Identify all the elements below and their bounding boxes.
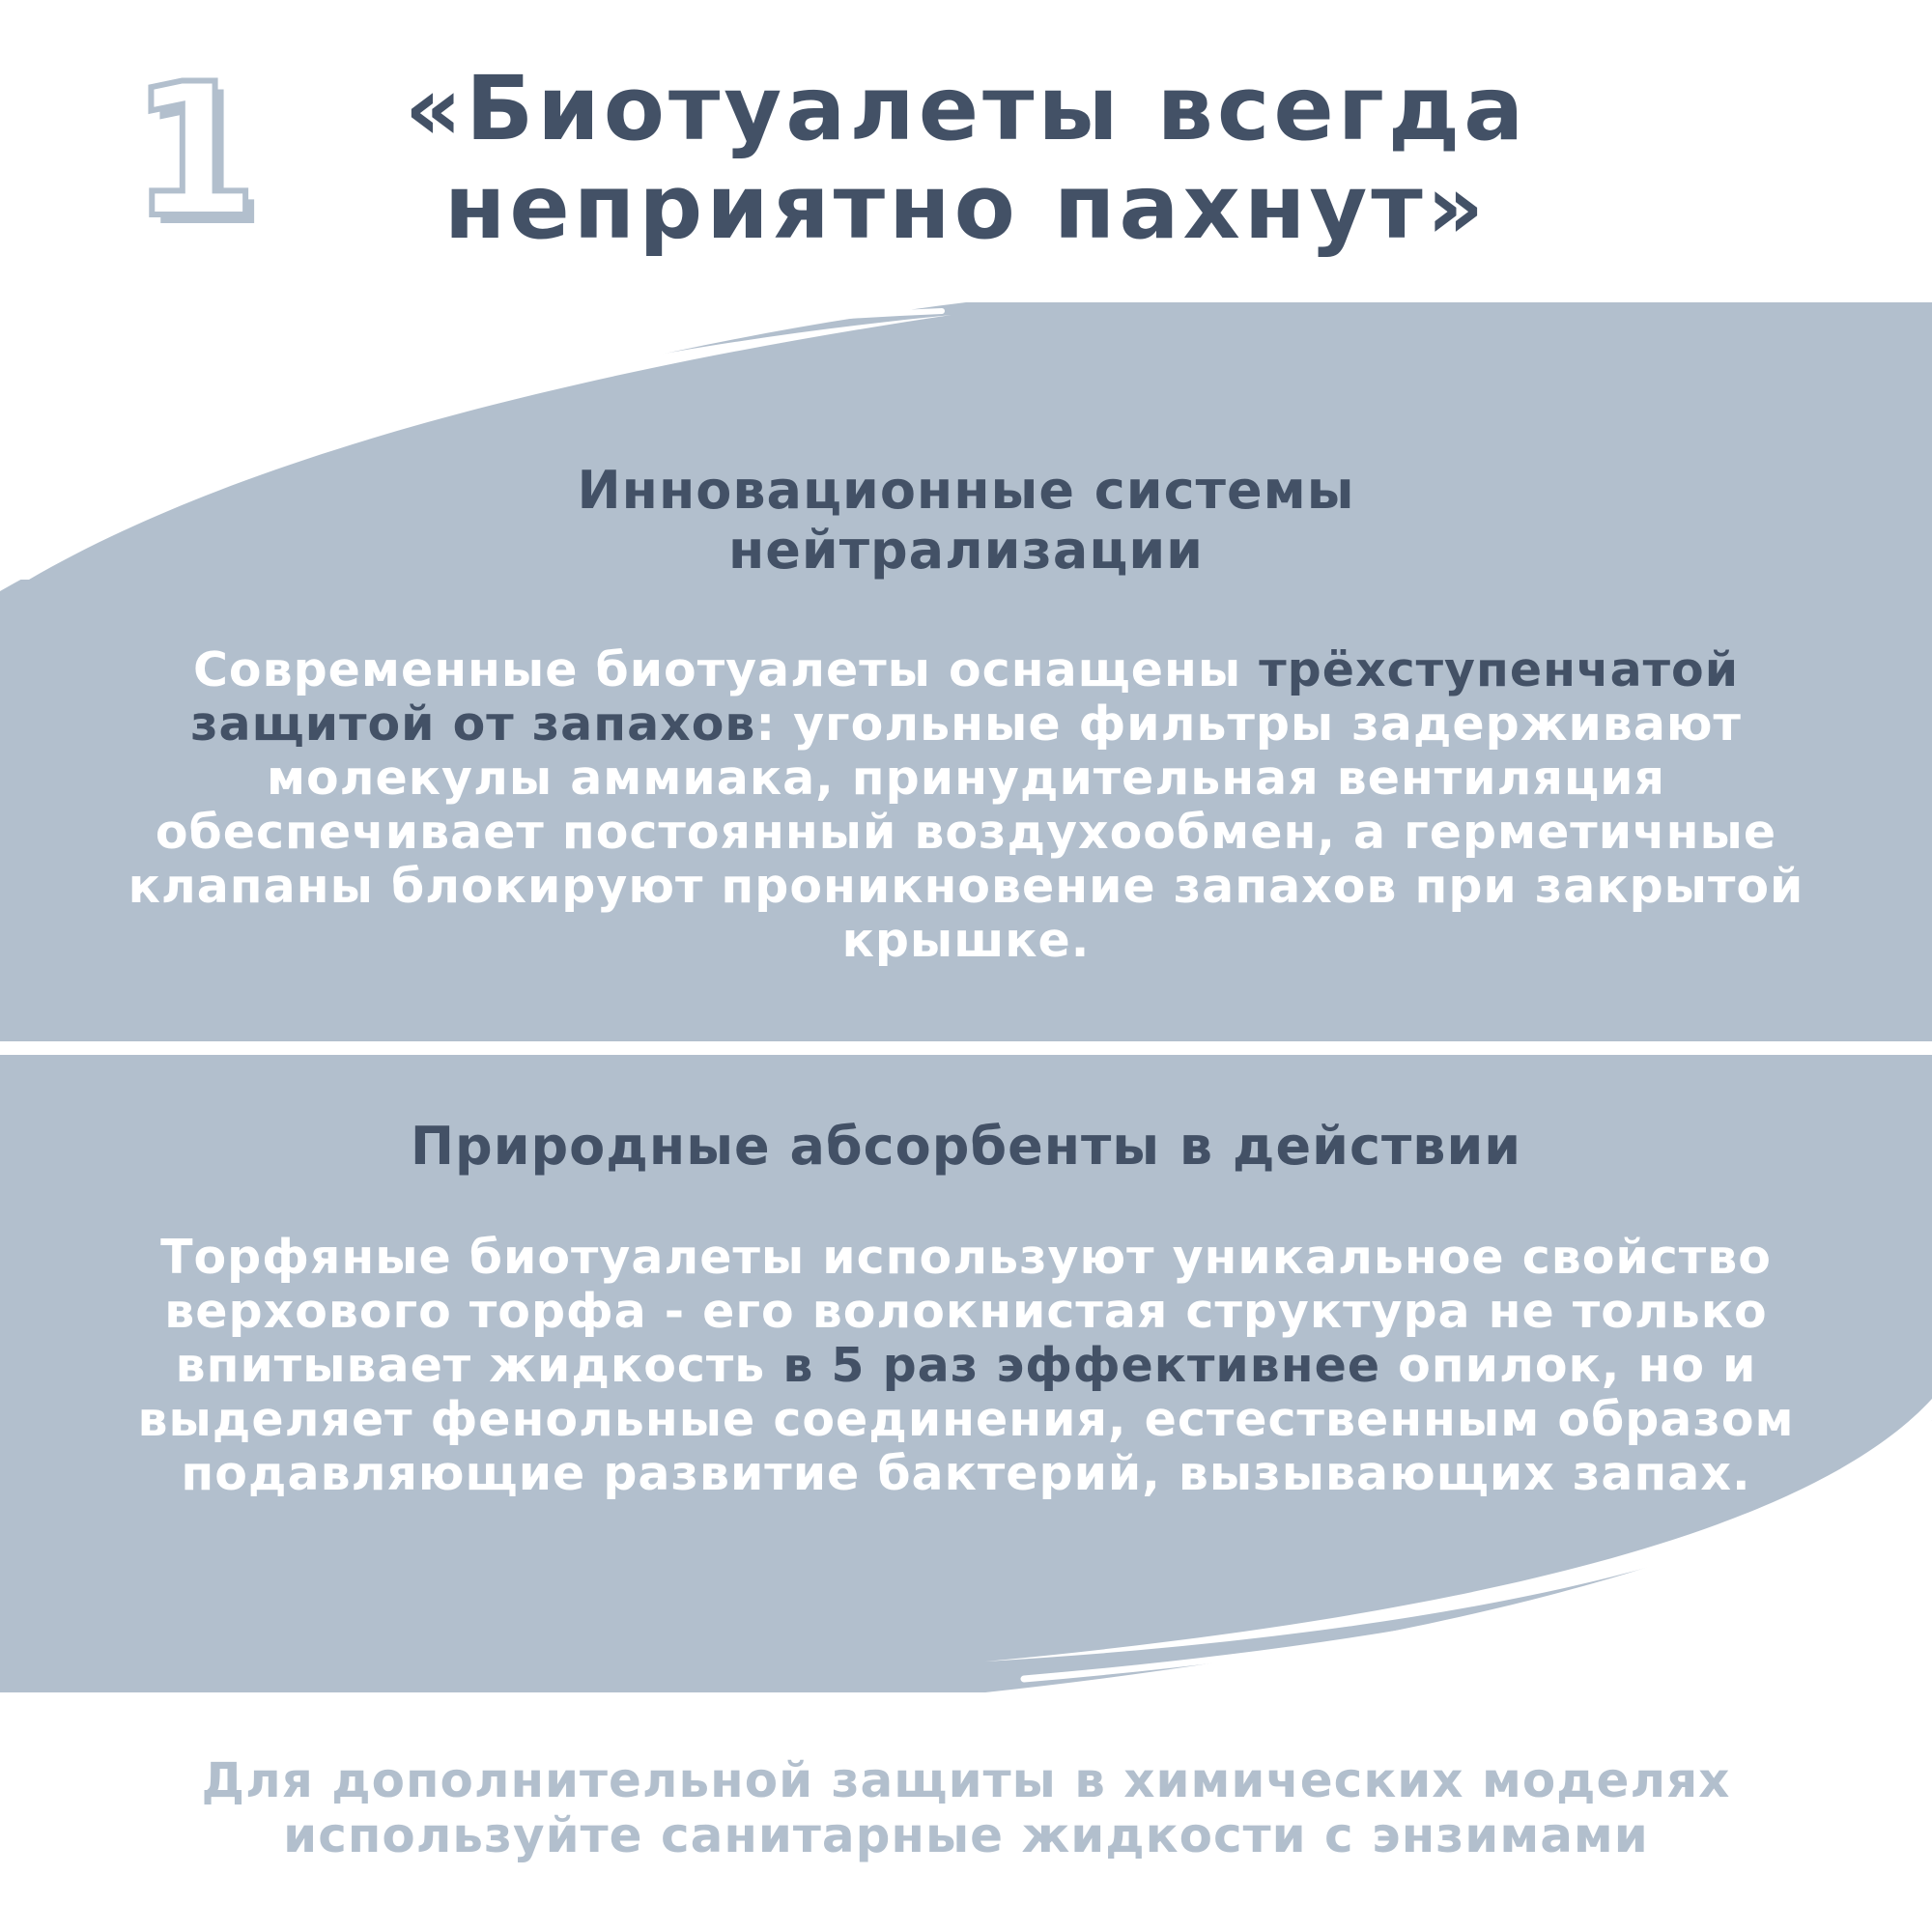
footer-line1: Для дополнительной защиты в химических моделях: [201, 1752, 1731, 1808]
page-title-line1: «Биотуалеты всегда: [404, 57, 1528, 160]
page-title-line2: неприятно пахнут»: [443, 156, 1489, 259]
block1-text: [106, 643, 1826, 968]
block1-text-highlight: трёхступенчатой защитой от запахов: [190, 642, 1740, 752]
block1-text-lead: Современные биотуалеты оснащены: [192, 642, 1260, 697]
footer-note: [97, 1753, 1835, 1863]
block1-text-tail: : угольные фильтры задерживают молекулы аммиака, принудительная вентиляция обеспечивает постоянный воздухообмен, а герметичные клапаны блокируют проникновение запахов при закрытой крышке.: [128, 696, 1804, 968]
footer-line2: используйте санитарные жидкости с энзимами: [283, 1807, 1649, 1863]
block2-text-highlight: в 5 раз эффективнее: [782, 1338, 1381, 1393]
block2-title: Природные абсорбенты в действии: [410, 1116, 1522, 1177]
block1-title-line1: Инновационные системы: [577, 460, 1355, 521]
block2-text-lead: Торфяные биотуалеты используют уникальное свойство верхового торфа - его волокнистая структура не только впитывает жидкость: [160, 1230, 1772, 1393]
slide-number: 1: [130, 44, 259, 258]
page-title: [242, 57, 1690, 259]
block1-title-line2: нейтрализации: [727, 520, 1205, 581]
block2-text-tail: опилок, но и выделяет фенольные соединения, естественным образом подавляющие развитие бактерий, вызывающих запах.: [137, 1338, 1795, 1501]
block2-text: [106, 1231, 1826, 1501]
block1-title: [97, 461, 1835, 581]
